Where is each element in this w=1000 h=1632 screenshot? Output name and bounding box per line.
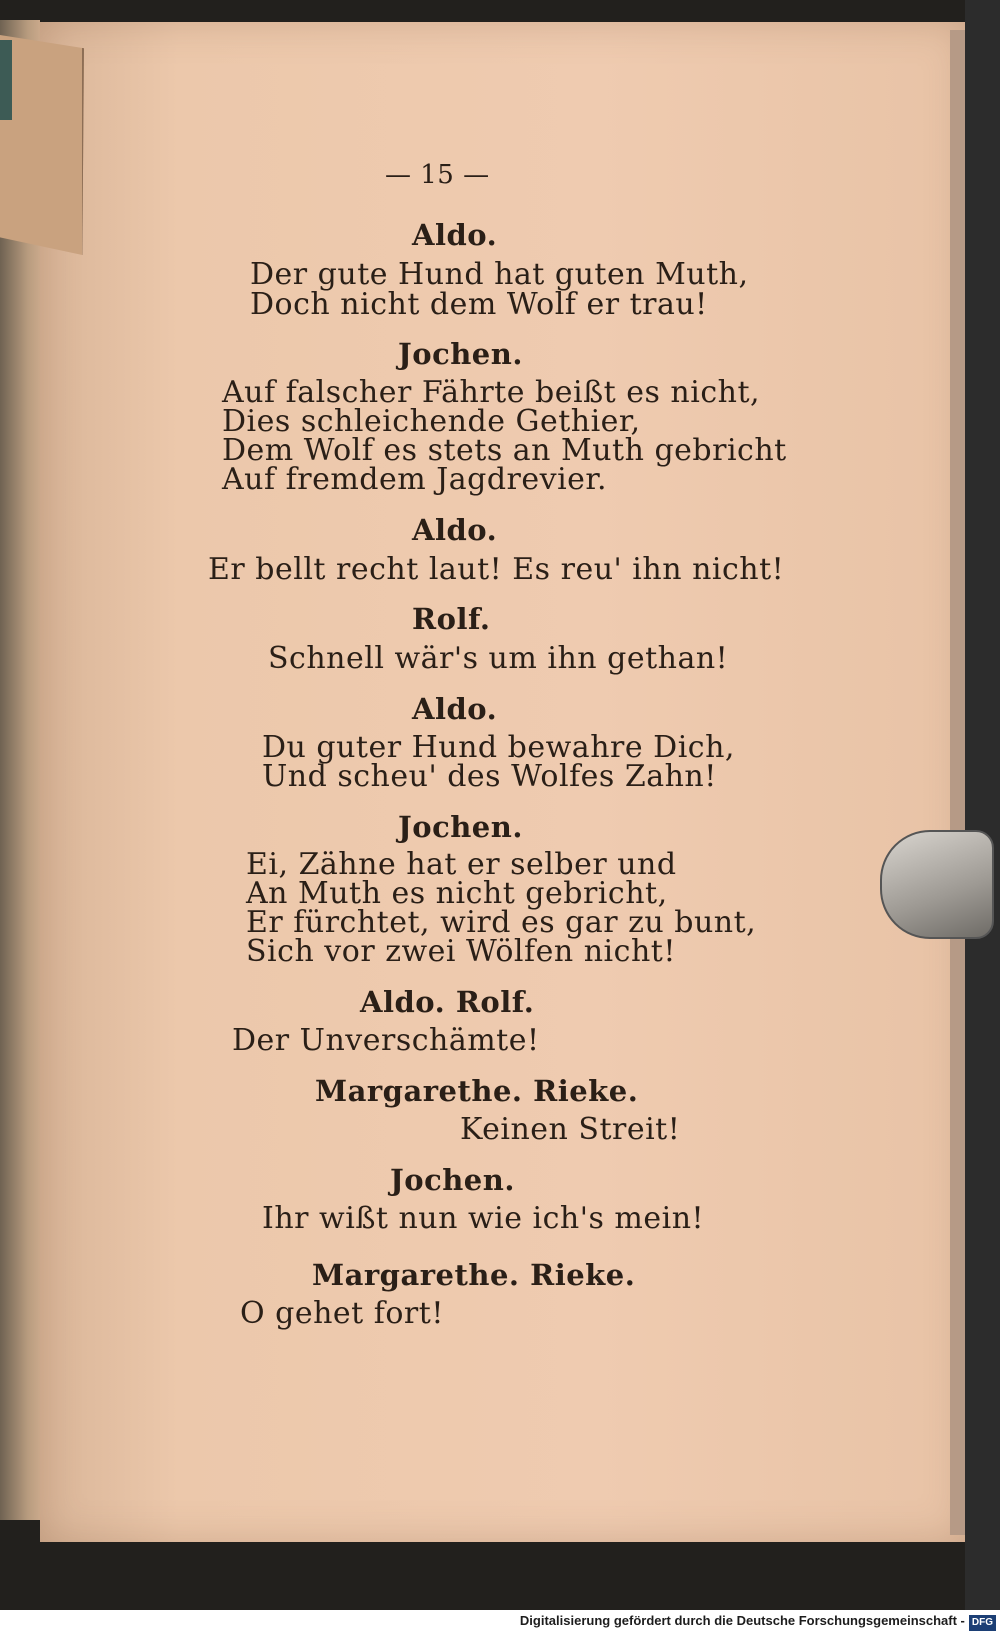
verse-line: Du guter Hund bewahre Dich, [262, 730, 735, 765]
speaker-name: Margarethe. Rieke. [315, 1074, 639, 1108]
digitization-footer [0, 1610, 1000, 1632]
verse-line: O gehet fort! [240, 1296, 444, 1331]
verse-line: Der Unverschämte! [232, 1023, 540, 1058]
verse-line: Dies schleichende Gethier, [222, 404, 641, 439]
speaker-name: Rolf. [412, 602, 491, 636]
verse-line: An Muth es nicht gebricht, [246, 876, 668, 911]
page-number: — 15 — [385, 160, 490, 190]
verse-line: Sich vor zwei Wölfen nicht! [246, 934, 676, 969]
verse-line: Keinen Streit! [460, 1112, 681, 1147]
verse-line: Der gute Hund hat guten Muth, [250, 257, 749, 292]
speaker-name: Jochen. [390, 1163, 515, 1197]
speaker-name: Aldo. [412, 692, 498, 726]
dfg-logo: DFG [969, 1615, 996, 1631]
speaker-name: Jochen. [398, 337, 523, 371]
speaker-name: Aldo. [412, 513, 498, 547]
verse-line: Ihr wißt nun wie ich's mein! [262, 1201, 705, 1236]
speaker-name: Jochen. [398, 810, 523, 844]
verse-line: Und scheu' des Wolfes Zahn! [262, 759, 717, 794]
verse-line: Auf falscher Fährte beißt es nicht, [222, 375, 761, 410]
verse-line: Dem Wolf es stets an Muth gebricht [222, 433, 787, 468]
verse-line: Ei, Zähne hat er selber und [246, 847, 677, 882]
verse-line: Er fürchtet, wird es gar zu bunt, [246, 905, 757, 940]
speaker-name: Margarethe. Rieke. [312, 1258, 636, 1292]
footer-text: Digitalisierung gefördert durch die Deutsche Forschungsgemeinschaft - [519, 1613, 965, 1628]
verse-line: Doch nicht dem Wolf er trau! [250, 287, 708, 322]
verse-line: Schnell wär's um ihn gethan! [268, 641, 729, 676]
verse-line: Auf fremdem Jagdrevier. [222, 462, 608, 497]
speaker-name: Aldo. Rolf. [360, 985, 535, 1019]
speaker-name: Aldo. [412, 218, 498, 252]
verse-line: Er bellt recht laut! Es reu' ihn nicht! [208, 552, 785, 587]
